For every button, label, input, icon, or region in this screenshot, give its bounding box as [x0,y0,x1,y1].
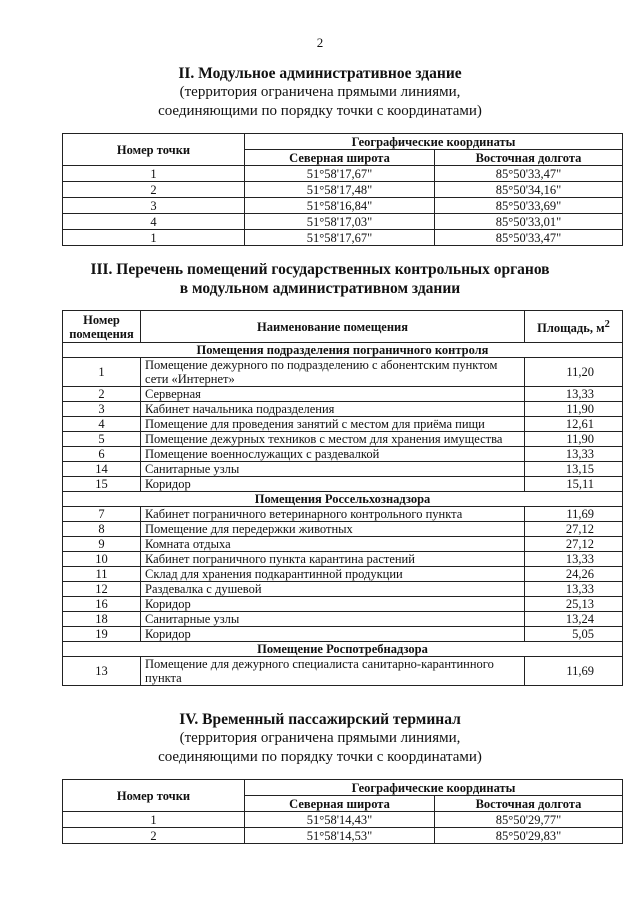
room-number: 8 [63,522,141,537]
section-4-coordinates-table [62,779,623,844]
north-latitude: 51°58'17,48" [245,182,435,198]
room-area: 13,33 [525,387,623,402]
room-name: Кабинет пограничного пункта карантина растений [141,552,525,567]
room-name: Серверная [141,387,525,402]
table-row [63,552,623,567]
section-4-subtitle-1: (территория ограничена прямыми линиями, [179,730,461,746]
col-east-header: Восточная долгота [435,796,623,812]
col-room-number-line-1: Номер [83,312,120,327]
group-title: Помещение Роспотребнадзора [63,642,623,657]
section-3-title-2: в модульном административном здании [179,280,461,297]
room-area: 11,20 [525,358,623,387]
col-north-header: Северная широта [245,796,435,812]
room-number: 9 [63,537,141,552]
table-row [63,612,623,627]
group-title: Помещения Россельхознадзора [63,492,623,507]
table-row [63,182,623,198]
room-area: 25,13 [525,597,623,612]
room-name: Раздевалка с душевой [141,582,525,597]
room-area: 13,33 [525,447,623,462]
room-name: Склад для хранения подкарантинной продукции [141,567,525,582]
col-geo-header: Географические координаты [245,134,623,150]
room-name: Санитарные узлы [141,462,525,477]
section-2-coordinates-table [62,133,623,246]
room-name: Санитарные узлы [141,612,525,627]
table-row [63,447,623,462]
east-longitude: 85°50'34,16" [435,182,623,198]
room-number: 2 [63,387,141,402]
col-area-sup: 2 [604,318,610,330]
section-2-subtitle-1: (территория ограничена прямыми линиями, [179,84,461,100]
page-number: 2 [316,35,324,50]
room-area: 11,69 [525,657,623,686]
east-longitude: 85°50'33,69" [435,198,623,214]
room-number: 13 [63,657,141,686]
north-latitude: 51°58'16,84" [245,198,435,214]
table-row [63,627,623,642]
table-row [63,477,623,492]
room-number: 14 [63,462,141,477]
room-name: Комната отдыха [141,537,525,552]
room-number: 6 [63,447,141,462]
room-number: 11 [63,567,141,582]
section-2-subtitle-2: соединяющими по порядку точки с координатами) [158,103,482,119]
section-3-heading [0,260,640,298]
section-3-rooms-table [62,310,623,686]
table-row [63,230,623,246]
room-number: 19 [63,627,141,642]
room-name: Помещение для дежурного специалиста санитарно-карантинного пункта [141,657,525,686]
room-number: 3 [63,402,141,417]
room-area: 11,90 [525,432,623,447]
room-area: 15,11 [525,477,623,492]
room-name: Кабинет начальника подразделения [141,402,525,417]
room-area: 13,15 [525,462,623,477]
room-area: 27,12 [525,522,623,537]
col-geo-header: Географические координаты [245,780,623,796]
table-row [63,432,623,447]
room-area: 13,33 [525,552,623,567]
point-number: 2 [63,828,245,844]
col-point-header: Номер точки [63,780,245,812]
section-4-subtitle-2: соединяющими по порядку точки с координатами) [158,749,482,765]
room-area: 27,12 [525,537,623,552]
room-area: 11,90 [525,402,623,417]
section-4-rows [63,812,623,844]
north-latitude: 51°58'17,67" [245,166,435,182]
table-row [63,537,623,552]
room-number: 10 [63,552,141,567]
east-longitude: 85°50'33,01" [435,214,623,230]
table-row [63,507,623,522]
point-number: 1 [63,230,245,246]
table-row [63,582,623,597]
room-name: Помещение военнослужащих с раздевалкой [141,447,525,462]
col-room-number-line-2: помещения [69,326,134,341]
col-room-number-header [63,311,141,343]
table-row [63,597,623,612]
room-number: 15 [63,477,141,492]
table-row [63,417,623,432]
room-name: Коридор [141,597,525,612]
east-longitude: 85°50'29,77" [435,812,623,828]
point-number: 4 [63,214,245,230]
col-room-name-header: Наименование помещения [141,311,525,343]
group-title: Помещения подразделения пограничного контроля [63,343,623,358]
room-number: 7 [63,507,141,522]
room-number: 1 [63,358,141,387]
section-2-rows [63,166,623,246]
table-row [63,358,623,387]
col-east-header: Восточная долгота [435,150,623,166]
table-row [63,812,623,828]
room-name: Помещение дежурных техников с местом для хранения имущества [141,432,525,447]
east-longitude: 85°50'33,47" [435,230,623,246]
point-number: 1 [63,812,245,828]
north-latitude: 51°58'14,53" [245,828,435,844]
room-name: Коридор [141,627,525,642]
room-number: 12 [63,582,141,597]
table-row [63,387,623,402]
group-header-row [63,642,623,657]
col-area-label: Площадь, м [537,321,605,336]
room-area: 13,24 [525,612,623,627]
section-3-title-1: III. Перечень помещений государственных контрольных органов [90,261,550,278]
room-name: Помещение для проведения занятий с местом для приёма пищи [141,417,525,432]
room-area: 5,05 [525,627,623,642]
section-3-rows [63,343,623,686]
room-name: Помещение для передержки животных [141,522,525,537]
table-row [63,657,623,686]
east-longitude: 85°50'33,47" [435,166,623,182]
room-area: 24,26 [525,567,623,582]
room-number: 16 [63,597,141,612]
room-name: Помещение дежурного по подразделению с абонентским пунктом сети «Интернет» [141,358,525,387]
section-2-heading [0,64,640,121]
north-latitude: 51°58'17,67" [245,230,435,246]
table-row [63,567,623,582]
room-name: Коридор [141,477,525,492]
section-2-title: II. Модульное административное здание [178,65,462,82]
table-row [63,214,623,230]
table-row [63,402,623,417]
point-number: 2 [63,182,245,198]
section-4-title: IV. Временный пассажирский терминал [179,711,461,728]
point-number: 3 [63,198,245,214]
east-longitude: 85°50'29,83" [435,828,623,844]
room-number: 4 [63,417,141,432]
north-latitude: 51°58'17,03" [245,214,435,230]
table-row [63,828,623,844]
room-number: 18 [63,612,141,627]
col-north-header: Северная широта [245,150,435,166]
room-name: Кабинет пограничного ветеринарного контрольного пункта [141,507,525,522]
group-header-row [63,343,623,358]
point-number: 1 [63,166,245,182]
table-row [63,462,623,477]
table-row [63,166,623,182]
group-header-row [63,492,623,507]
room-area: 11,69 [525,507,623,522]
north-latitude: 51°58'14,43" [245,812,435,828]
table-row [63,522,623,537]
col-point-header: Номер точки [63,134,245,166]
section-4-heading [0,710,640,767]
room-area: 13,33 [525,582,623,597]
room-area: 12,61 [525,417,623,432]
table-row [63,198,623,214]
room-number: 5 [63,432,141,447]
col-area-header [525,311,623,343]
